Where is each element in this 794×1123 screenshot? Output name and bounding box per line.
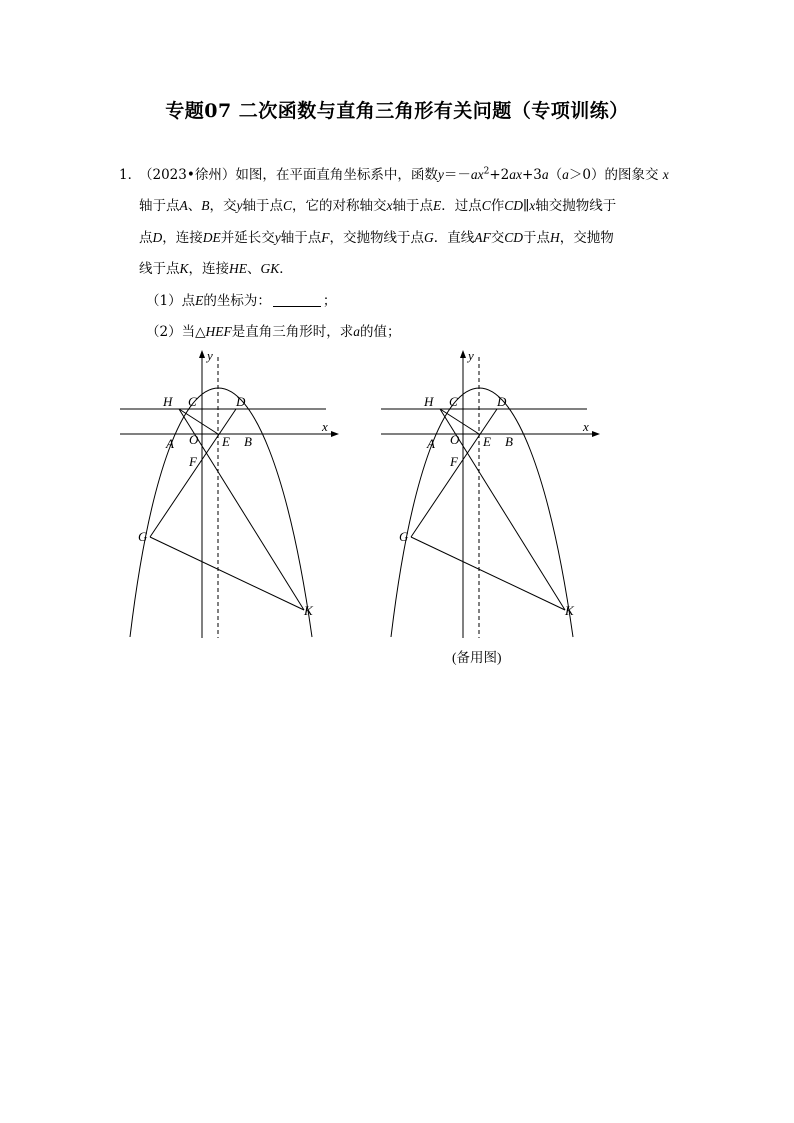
figure-main [115, 345, 345, 645]
label-h: H [424, 394, 434, 409]
question-line-1: （2023•徐州）如图，在平面直角坐标系中，函数$y=-ax^2+2ax+3a(a>0)$的图象交 x [139, 166, 669, 183]
label-c: C [188, 394, 197, 409]
label-d: D [236, 394, 246, 409]
figure-caption: (备用图) [452, 650, 502, 665]
segment-he [440, 409, 479, 434]
axis-x-label: x [322, 419, 328, 434]
parabola [130, 388, 312, 637]
label-h: H [163, 394, 173, 409]
label-f: F [450, 454, 458, 469]
label-f: F [189, 454, 197, 469]
axis-x-label: x [583, 419, 589, 434]
question-line-3: 点D，连接DE并延长交y轴于点F，交抛物线于点G．直线AF交CD于点H，交抛物 [139, 230, 614, 246]
answer-blank[interactable] [273, 293, 321, 307]
segment-he [179, 409, 218, 434]
label-a: A [427, 436, 435, 451]
y-axis-arrow [460, 350, 466, 358]
label-k: K [565, 603, 574, 618]
x-axis-arrow [331, 431, 339, 437]
label-c: C [449, 394, 458, 409]
label-g: G [399, 529, 409, 544]
question-part-1: （1）点E的坐标为： ； [146, 293, 337, 309]
y-axis-arrow [199, 350, 205, 358]
label-e: E [483, 434, 491, 449]
axis-y-label: y [207, 348, 213, 363]
question-part-2: （2）当△HEF是直角三角形时，求a的值； [146, 324, 401, 340]
label-g: G [138, 529, 148, 544]
x-axis-arrow [592, 431, 600, 437]
label-b: B [505, 434, 513, 449]
label-d: D [497, 394, 507, 409]
label-a: A [166, 436, 174, 451]
figure-backup [376, 345, 606, 645]
label-e: E [222, 434, 230, 449]
axis-y-label: y [468, 348, 474, 363]
segment-dg [150, 409, 236, 537]
question-number: 1． [119, 167, 142, 183]
question-line-2: 轴于点A、B，交y轴于点C，它的对称轴交x轴于点E．过点C作CD∥x轴交抛物线于 [139, 198, 617, 214]
label-k: K [304, 603, 313, 618]
page-title: 专题07 二次函数与直角三角形有关问题（专项训练） [165, 100, 629, 122]
label-b: B [244, 434, 252, 449]
segment-dg [411, 409, 497, 537]
parabola [391, 388, 573, 637]
question-line-4: 线于点K，连接HE、GK． [139, 261, 293, 277]
label-o: O [189, 432, 199, 447]
label-o: O [450, 432, 460, 447]
